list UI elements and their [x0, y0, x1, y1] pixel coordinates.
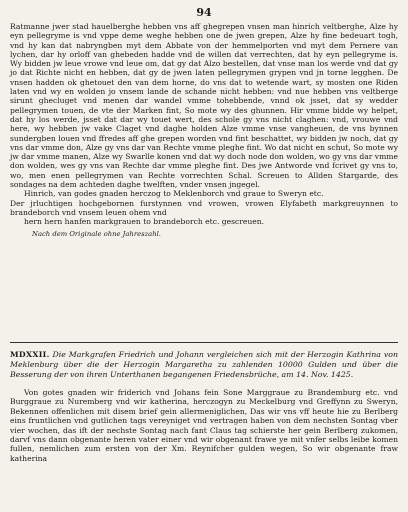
letter-sender-line: Hinrich, van godes gnaden herczog to Meklenborch vnd graue to Sweryn etc. [24, 189, 324, 199]
letter-body-paragraph: Ratmanne jwer stad hauelberghe hebben vns aff ghegrepen vnsen man hinrich veltberghe, Alze hy eyn pellegryme is vnd vppe deme weghe hebben one de jwen grepen, Alze hy fine bedeuart togh, vnd hy kan dat nabryngben myt dem Abbate von der hemmelporten vnd myt dem Pernere van lychen, dar hy orloff van ghebeden hadde vnd de willen dat verrechten, dat hy eyn pellegryme is. Wy bidden jw leue vrowe vnd leue om, dat gy dat Alzo bestellen, dat vnse man los werde vnd dat gy jo dat Richte nicht en hebben, dat gy de jwen laten pellegrymen grypen vnd jn torne legghen. De vnsen hadden ok ghetouet den van dem horne, do vns dat to wetende wart, sy mosten one Riden laten vnd wy en wolden jo vnsem lande de schande nicht hebben: vnd nue hebben vns veltberge sirunt ghecluget vnd menen dar wandel vmme tohebbende, vnnd ok jsset, dat sy wedder pellegrymen touen, de vte der Marken fint, So mote wy des ghunnen. Hir vmme bidde wy helpet, dat hy los werde, jsset dat dar wy touet wert, des schole gy vns nicht claghen: vnd, vrouwe vnd here, wy hebben jw vake Claget vnd daghe holden Alze vmme vnse vangheuen, de vns bynnen sundergben louen vnd ffredes aff ghe grepen worden vnd fint beschattet, wy bidden jw noch, dat gy vns dar vmme don, Alze gy vns dar van Rechte vmme pleghe fint. Wo dat nicht en schut, So mote wy jw dar vmme manen, Alze wy Swarlle konen vnd dat wy doch node don wolden, wo gy vns dar vmme don wolden, wes gy vns van Rechte dar vmme pleghe fint. Des jwe Antworde vnd fcrivet gy vns to, wo, men enen pellegrymen van Rechte vorrechten Schal. Screuen to Allden Stargarde, des sondages na dem achteden daghe twelften, vnder vnsen jngegel. [10, 22, 398, 190]
letter-text [10, 22, 398, 239]
document-number: MDXXII. [10, 350, 50, 359]
letter-address-line-2: hern hern hanfen markgrauen to brandeborch etc. gescreuen. [24, 217, 265, 227]
charter-body-paragraph: Von gotes gnaden wir friderich vnd Johans fein Sone Marggraue zu Brandemburg etc. vnd Burggraue zu Nuremberg vnd wir katherina, herczogyn zu Meckelburg vnd Greffynn zu Sweryn, Bekennen offenlichen mit disem brief gein allermeniglichen, Das wir vns vff heute hie zu Berlberg eins fruntlichen vnd gutlichen tags vereyniget vnd vertragen haben von dem nechsten Sontag vber vier wochen, das ift der nechste Sontag nach fant Claus tag schierste her gein Berlberg zukomen, darvf vns dann obgenante heren vater einer vnd wir obgenant frawe ye mit vnfer selbs leibe komen fullen, nemlichen zum ersten von der Xm. Reynifcher gulden wegen, So wir obgenante fraw katherina [10, 388, 398, 463]
document-heading [10, 350, 398, 380]
section-divider [10, 342, 398, 343]
source-note: Nach dem Originale ohne Jahreszahl. [32, 229, 161, 238]
letter-address-line-1: Der jrluchtigen hochgebornen furstynnen vnd vrowen, vrowen Elyfabeth markgreuynnen to brandeborch vnd vnsem leuen ohem vnd [10, 198, 398, 217]
document-heading-text: Die Markgrafen Friedrich und Johann vergleichen sich mit der Herzogin Kathrina von Meklenburg über die der Herzogin Margaretha zu zahlenden 10000 Gulden und über die Besserung der von ihren Unterthanen begangenen Friedensbrüche, am 14. Nov. 1425. [10, 350, 398, 379]
charter-text [10, 388, 398, 463]
page-number: 94 [196, 6, 212, 19]
